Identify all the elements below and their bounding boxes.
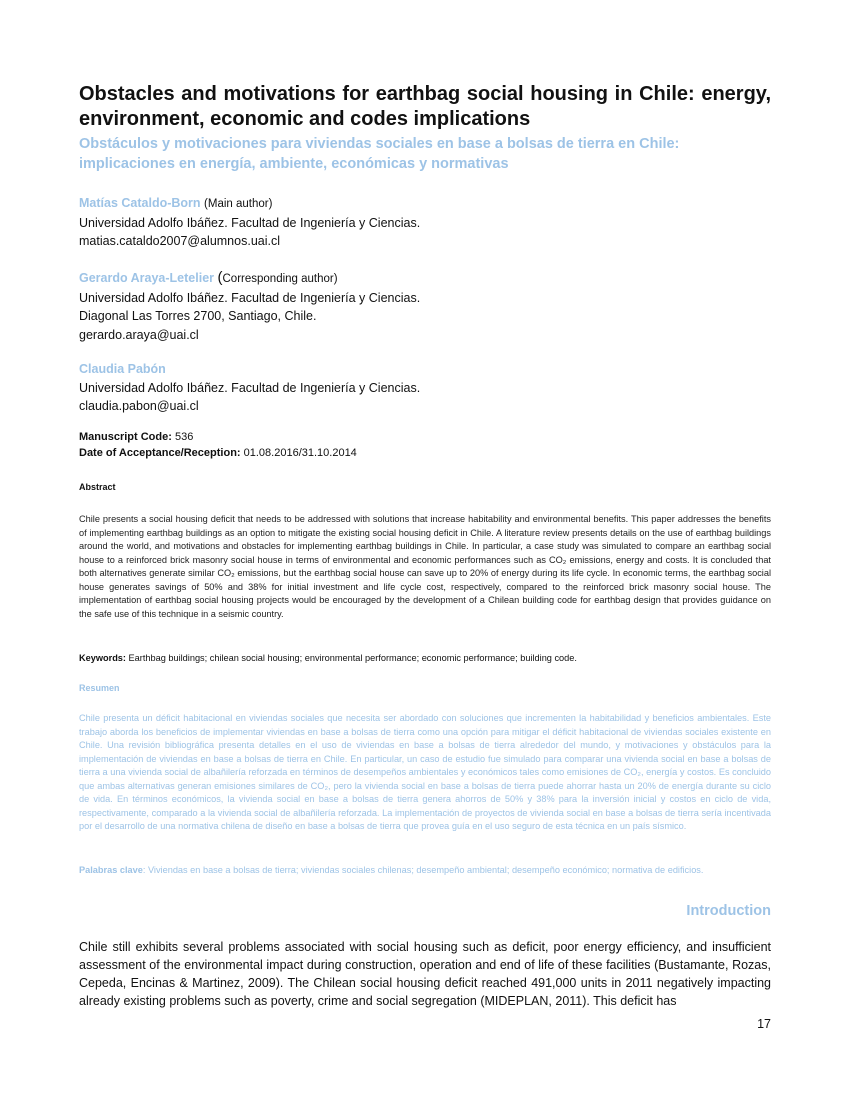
manuscript-code-label: Manuscript Code:: [79, 431, 172, 443]
author-affiliation: Universidad Adolfo Ibáñez. Facultad de Ingeniería y Ciencias.: [79, 290, 421, 305]
introduction-text: Chile still exhibits several problems associated with social housing such as deficit, poor energy efficiency, and insufficient assessment of the environmental impact during construction, operation and end of life of these facilities (Bustamante, Rozas, Cepeda, Encinas & Martinez, 2009). The Chilean social housing deficit reached 491,000 units in 2011 negatively impacting already existing problems such as poverty, crime and social segregation (MIDEPLAN, 2011). This deficit has: [79, 940, 771, 1008]
author-address: Diagonal Las Torres 2700, Santiago, Chile.: [79, 309, 317, 323]
palabras-clave-list: : Viviendas en base a bolsas de tierra; viviendas sociales chilenas; desempeño ambiental; desempeño económico; normativa de edificios.: [142, 865, 704, 875]
author-name: Matías Cataldo-Born: [79, 196, 201, 210]
resumen-text: Chile presenta un déficit habitacional en viviendas sociales que necesita ser abordado con soluciones que incrementen la habitabilidad y beneficios ambientales. Este trabajo aborda los beneficios de implementar viviendas en base a bolsas de tierra como una opción para mitigar el déficit habitacional de viviendas sociales existente en Chile. Una revisión bibliográfica presenta detalles en el uso de viviendas en base a bolsas de tierra alrededor del mundo, y motivaciones y obstáculos para la implementación de viviendas en base a bolsas de tierra en Chile. En particular, un caso de estudio fue simulado para comparar una vivienda social en base a bolsas de tierra a una vivienda social de albañilería reforzada en términos de desempeños ambientales y económicos tales como emisiones de CO₂, energía y costos. Es concluido que ambas alternativas generan emisiones similares de CO₂, pero la vivienda social en base a bolsas de tierra puede ahorrar hasta un 20% de energía durante su ciclo de vida. En términos económicos, la vivienda social en base a bolsas de tierra genera ahorros de 50% y 38% para la inversión inicial y costos en ciclo de vida, respectivamente, comparado a la vivienda social de albañilería reforzada. La implementación de proyectos de vivienda social en base a bolsas de tierra sería incentivada por el desarrollo de una normativa chilena de diseño en base a bolsas de tierra que provea guía en el uso seguro de esta técnica en un país sísmico.: [79, 713, 771, 831]
author-name: Gerardo Araya-Letelier: [79, 271, 215, 285]
author-role-paren: (: [217, 269, 223, 286]
author-email: claudia.pabon@uai.cl: [79, 399, 199, 413]
keywords-list: Earthbag buildings; chilean social housing; environmental performance; economic performance; building code.: [125, 653, 577, 663]
manuscript-code-value: 536: [171, 431, 194, 443]
paper-subtitle: Obstáculos y motivaciones para viviendas sociales en base a bolsas de tierra en Chile: implicaciones en energía, ambiente, económicas y normativas: [79, 136, 680, 172]
keywords-label: Keywords:: [79, 653, 126, 663]
author-role: Corresponding author): [222, 273, 338, 285]
author-block: [79, 194, 771, 251]
abstract-heading: Abstract: [79, 482, 116, 492]
author-block: [79, 269, 771, 344]
introduction-heading: Introduction: [686, 903, 771, 919]
palabras-clave: [79, 864, 771, 877]
acceptance-date-label: Date of Acceptance/Reception:: [79, 447, 241, 459]
author-name: Claudia Pabón: [79, 362, 166, 376]
abstract-text: Chile presents a social housing deficit that needs to be addressed with solutions that increase habitability and environmental benefits. This paper addresses the benefits of implementing earthbag buildings as an option to mitigate the existing social housing deficit in Chile. A literature review presents details on the use of earthbag buildings around the world, and motivations and obstacles for implementing earthbag buildings in Chile. In particular, a case study was simulated to compare an earthbag social house to a reinforced brick masonry social house in terms of environmental and economic performances such as CO₂ emissions, energy and costs. It is concluded that both alternatives generate similar CO₂ emissions, but the earthbag social house can save up to 20% of energy during its life cycle. In economic terms, the earthbag social house generates savings of 50% and 38% for initial investment and life cycle cost, respectively, compared to the reinforced brick masonry social house. The implementation of earthbag social housing projects would be encouraged by the development of a Chilean building code for earthbag design that provides guidance on the safe use of this technique in a seismic country.: [79, 514, 771, 619]
manuscript-meta: [79, 429, 357, 461]
palabras-clave-label: Palabras clave: [79, 865, 143, 875]
author-affiliation: Universidad Adolfo Ibáñez. Facultad de Ingeniería y Ciencias.: [79, 380, 421, 395]
acceptance-date-value: 01.08.2016/31.10.2014: [240, 447, 357, 459]
author-email: matias.cataldo2007@alumnos.uai.cl: [79, 234, 280, 248]
author-email: gerardo.araya@uai.cl: [79, 327, 199, 342]
resumen-heading: Resumen: [79, 683, 120, 693]
author-role: (Main author): [204, 198, 273, 210]
paper-title: Obstacles and motivations for earthbag social housing in Chile: energy, environment, economic and codes implications: [79, 83, 771, 130]
author-affiliation: Universidad Adolfo Ibáñez. Facultad de Ingeniería y Ciencias.: [79, 215, 421, 230]
page-number: 17: [757, 1017, 771, 1031]
author-block: [79, 360, 771, 416]
keywords: [79, 652, 771, 665]
